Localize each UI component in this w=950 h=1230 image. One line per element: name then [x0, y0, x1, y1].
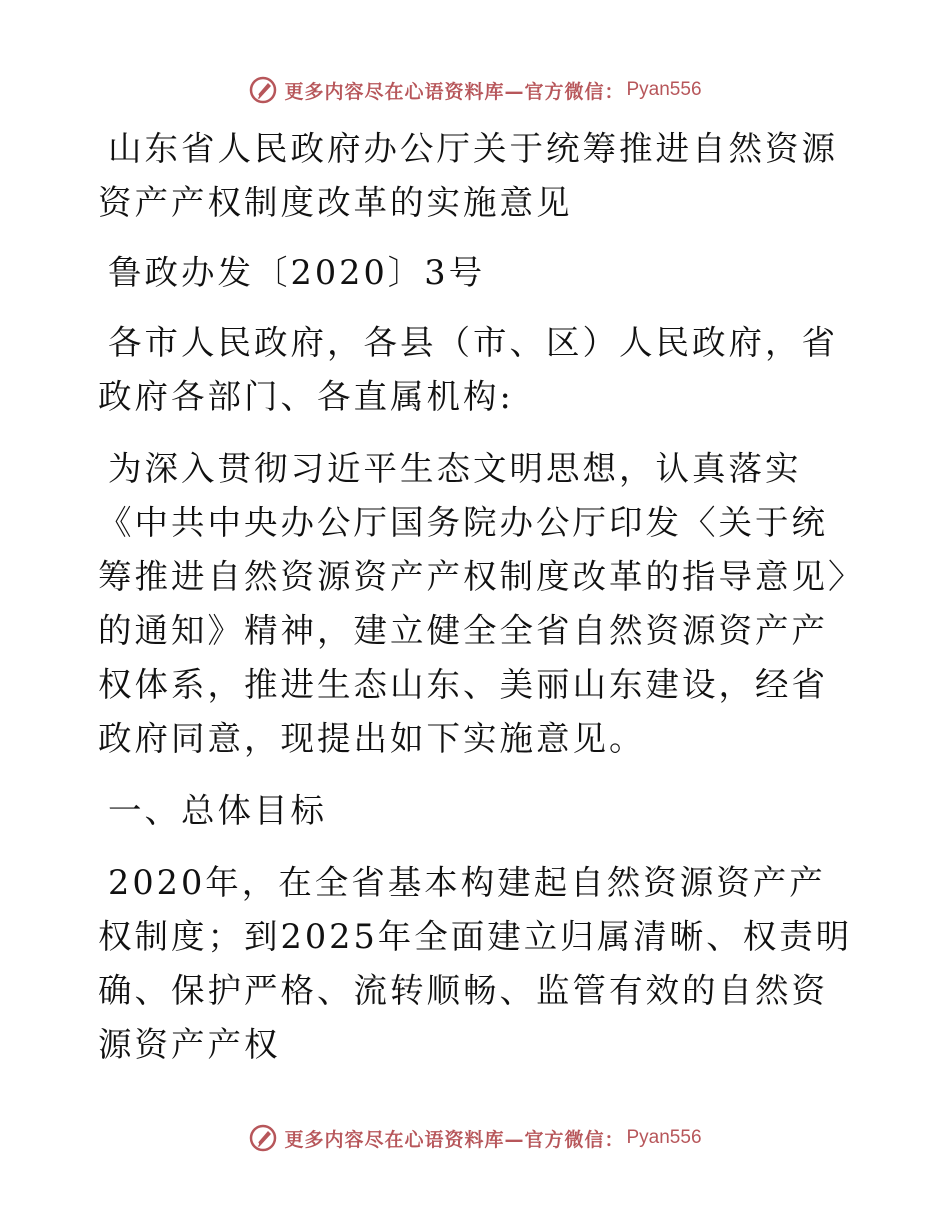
intro-paragraph: 为深入贯彻习近平生态文明思想，认真落实《中共中央办公厅国务院办公厅印发〈关于统筹推进自然资源资产产权制度改革的指导意见〉的通知》精神，建立健全全省自然资源资产产权体系，推进生态山东、美丽山东建设，经省政府同意，现提出如下实施意见。 [98, 449, 848, 758]
document-body [98, 122, 858, 1072]
watermark-wechat-id: Pyan556 [626, 1127, 702, 1148]
document-number: 鲁政办发〔2020〕3号 [108, 253, 486, 292]
section-heading: 一、总体目标 [108, 791, 327, 830]
watermark-text: 更多内容尽在心语资料库—官方微信： [284, 80, 625, 103]
addressees-paragraph: 各市人民政府，各县（市、区）人民政府，省政府各部门、各直属机构: [98, 323, 838, 416]
section-paragraph: 2020年，在全省基本构建起自然资源资产产权制度；到2025年全面建立归属清晰、权责明确、保护严格、流转顺畅、监管有效的自然资源资产产权 [98, 863, 853, 1064]
watermark-header [0, 70, 950, 110]
pen-logo-icon [248, 1123, 278, 1153]
document-title: 山东省人民政府办公厅关于统筹推进自然资源资产产权制度改革的实施意见 [98, 129, 838, 222]
watermark-wechat-id: Pyan556 [626, 79, 702, 100]
watermark-text: 更多内容尽在心语资料库—官方微信： [284, 1128, 625, 1151]
pen-logo-icon [248, 75, 278, 105]
watermark-footer [0, 1118, 950, 1158]
